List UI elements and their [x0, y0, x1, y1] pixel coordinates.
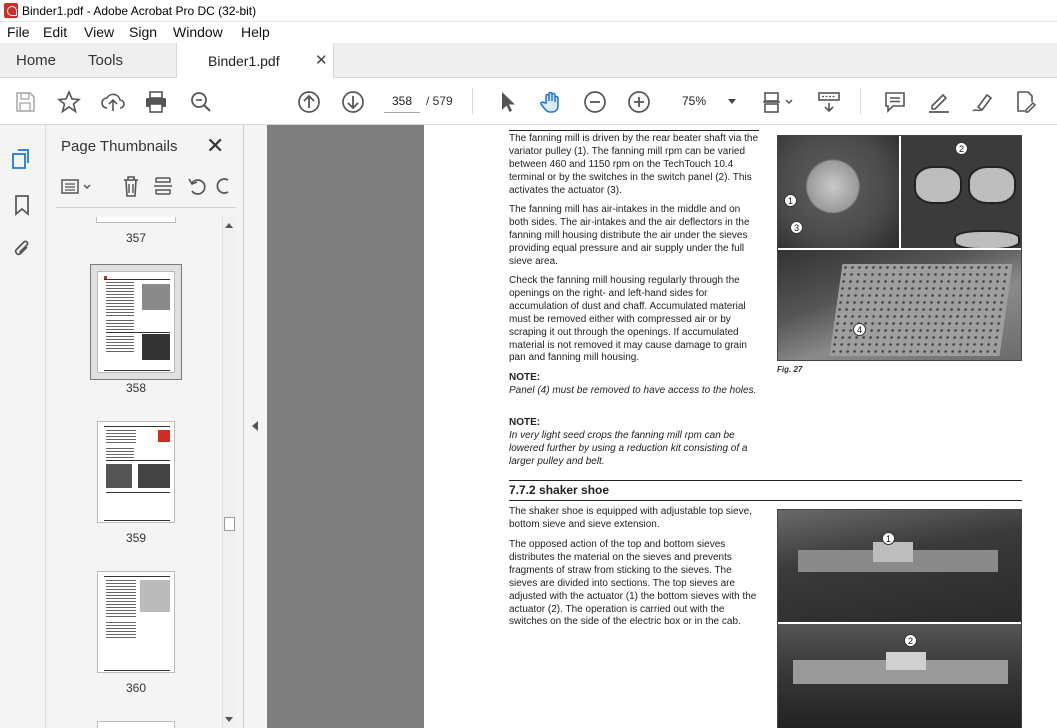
- pdf-page: [424, 125, 1057, 728]
- top-rule: [509, 130, 759, 131]
- menu-window[interactable]: Window: [173, 24, 223, 40]
- rotate-counterclockwise-icon[interactable]: [186, 174, 208, 198]
- thumbnail-toolbar: [56, 172, 236, 202]
- toolbar-divider: [860, 88, 861, 114]
- fig28-callout-1: 1: [882, 532, 895, 545]
- page-thumbnail-358[interactable]: [97, 271, 175, 373]
- select-cursor-icon[interactable]: [494, 89, 520, 115]
- fig-27-photo: [777, 135, 1022, 361]
- thumbnail-scrollbar[interactable]: [222, 217, 236, 728]
- highlight-pen-icon[interactable]: [926, 89, 952, 115]
- paragraph-3: Check the fanning mill housing regularly through the openings on the right- and left-hand sides for accumulation of dust and chaff. Accumulated material must be removed either with compressed air or by scraping it out through the openings. If accumulated material is not removed it may cause damage to grain pan and fanning mill housing.: [509, 275, 747, 364]
- collapse-panel-icon[interactable]: [252, 421, 258, 431]
- acrobat-app-icon: [4, 3, 18, 18]
- delete-page-icon[interactable]: [120, 174, 142, 198]
- sign-pen-icon[interactable]: [970, 89, 996, 115]
- zoom-search-icon[interactable]: [188, 89, 214, 115]
- attachments-icon[interactable]: [10, 237, 34, 261]
- menu-file[interactable]: File: [7, 24, 30, 40]
- scrollbar-thumb[interactable]: [224, 517, 235, 531]
- fig27-callout-4: 4: [853, 323, 866, 336]
- menu-edit[interactable]: Edit: [43, 24, 68, 40]
- save-icon[interactable]: [12, 89, 38, 115]
- close-panel-icon[interactable]: ✕: [206, 133, 225, 158]
- tab-document[interactable]: [176, 43, 334, 78]
- page-thumbnail-360[interactable]: [97, 571, 175, 673]
- rotate-clockwise-icon[interactable]: [216, 174, 232, 198]
- note-1-heading: NOTE:: [509, 372, 541, 383]
- fig-27-caption: Fig. 27: [777, 365, 803, 374]
- toolbar-divider: [472, 88, 473, 114]
- zoom-in-icon[interactable]: [626, 89, 652, 115]
- navigation-rail: [0, 125, 46, 728]
- menu-view[interactable]: View: [84, 24, 115, 40]
- bookmark-star-icon[interactable]: [56, 89, 82, 115]
- page-thumbnails-icon[interactable]: [10, 147, 34, 171]
- paragraph-1: The fanning mill is driven by the rear beater shaft via the variator pulley (1). The fanning mill rpm can be varied between 460 and 1150 rpm on the TechTouch 10.4 terminal or by the switches in the switch panel (2). This activates the actuator (3).: [509, 133, 759, 196]
- title-bar: [0, 0, 1057, 22]
- fig28-callout-2: 2: [904, 634, 917, 647]
- close-tab-icon[interactable]: ✕: [315, 52, 328, 69]
- section-paragraph-1: The shaker shoe is equipped with adjustable top sieve, bottom sieve and sieve extension.: [509, 506, 752, 530]
- comment-icon[interactable]: [882, 89, 908, 115]
- note-2-heading: NOTE:: [509, 417, 541, 428]
- fig27-callout-1: 1: [784, 194, 797, 207]
- fig27-callout-3: 3: [790, 221, 803, 234]
- bookmarks-icon[interactable]: [10, 193, 34, 217]
- tab-bar: [0, 43, 1057, 78]
- hand-tool-icon[interactable]: [538, 89, 564, 115]
- print-icon[interactable]: [143, 89, 169, 115]
- zoom-level-select[interactable]: [676, 90, 742, 113]
- fill-edit-icon[interactable]: [1012, 89, 1038, 115]
- page-thumbnails-panel: [46, 125, 244, 728]
- scroll-up-icon[interactable]: [225, 223, 233, 228]
- thumbnail-list: [46, 217, 232, 728]
- previous-page-icon[interactable]: [296, 89, 322, 115]
- menu-help[interactable]: Help: [241, 24, 270, 40]
- document-viewer[interactable]: [267, 125, 1057, 728]
- document-tab-label: Binder1.pdf: [208, 53, 280, 69]
- tab-tools[interactable]: Tools: [88, 52, 124, 69]
- upload-cloud-icon[interactable]: [100, 89, 126, 115]
- next-page-icon[interactable]: [340, 89, 366, 115]
- page-total: / 579: [426, 94, 453, 108]
- zoom-level-value: 75%: [682, 94, 707, 108]
- section-heading: 7.7.2 shaker shoe: [509, 483, 610, 497]
- page-thumbnail-359[interactable]: [97, 421, 175, 523]
- scroll-down-icon[interactable]: [225, 717, 233, 722]
- note-1-text: Panel (4) must be removed to have access to the holes.: [509, 385, 757, 396]
- paragraph-2: The fanning mill has air-intakes in the middle and on both sides. The air-intakes and the air deflectors in the fanning mill housing distribute the air under the sieves providing equal pressure and air supply under the full sieve area.: [509, 204, 750, 267]
- chevron-down-icon: [728, 99, 736, 104]
- thumbnail-label-358: 358: [125, 381, 147, 395]
- note-2-text: In very light seed crops the fanning mill rpm can be lowered further by using a reduction kit consisting of a larger pulley and belt.: [509, 430, 748, 467]
- fig-28-photo: [777, 509, 1022, 728]
- page-thumbnail-361[interactable]: [97, 721, 175, 728]
- extract-page-icon[interactable]: [152, 174, 174, 198]
- menu-sign[interactable]: Sign: [129, 24, 158, 40]
- zoom-out-icon[interactable]: [582, 89, 608, 115]
- fig27-callout-2: 2: [955, 142, 968, 155]
- main-toolbar: [0, 78, 1057, 125]
- thumbnail-options-icon[interactable]: [60, 176, 94, 198]
- window-title: Binder1.pdf - Adobe Acrobat Pro DC (32-bit): [22, 4, 257, 18]
- keyboard-shortcut-icon[interactable]: [816, 89, 842, 115]
- thumbnail-label-359: 359: [125, 531, 147, 545]
- tab-home[interactable]: Home: [16, 52, 57, 69]
- section-rule-top: [509, 480, 1022, 481]
- menu-bar: [0, 22, 1057, 43]
- section-rule-bottom: [509, 500, 1022, 501]
- thumbnail-label-360: 360: [125, 681, 147, 695]
- panel-title: Page Thumbnails: [61, 138, 178, 155]
- panel-collapse-strip[interactable]: [244, 125, 267, 728]
- section-paragraph-2: The opposed action of the top and bottom sieves distributes the material on the sieves and prevents fragments of straw from sticking to the sieves. The sieves are divided into sections. The top sieves are adjusted with the actuator (1) the bottom sieves with the actuator (2). The operation is carried out with the switches on the side of the electric box or in the cab.: [509, 539, 757, 628]
- page-thumbnail-357[interactable]: [96, 217, 176, 223]
- page-display-icon[interactable]: [762, 89, 796, 115]
- page-number-input[interactable]: 358: [384, 90, 420, 113]
- panel-divider: [56, 207, 236, 208]
- thumbnail-label-357: 357: [125, 231, 147, 245]
